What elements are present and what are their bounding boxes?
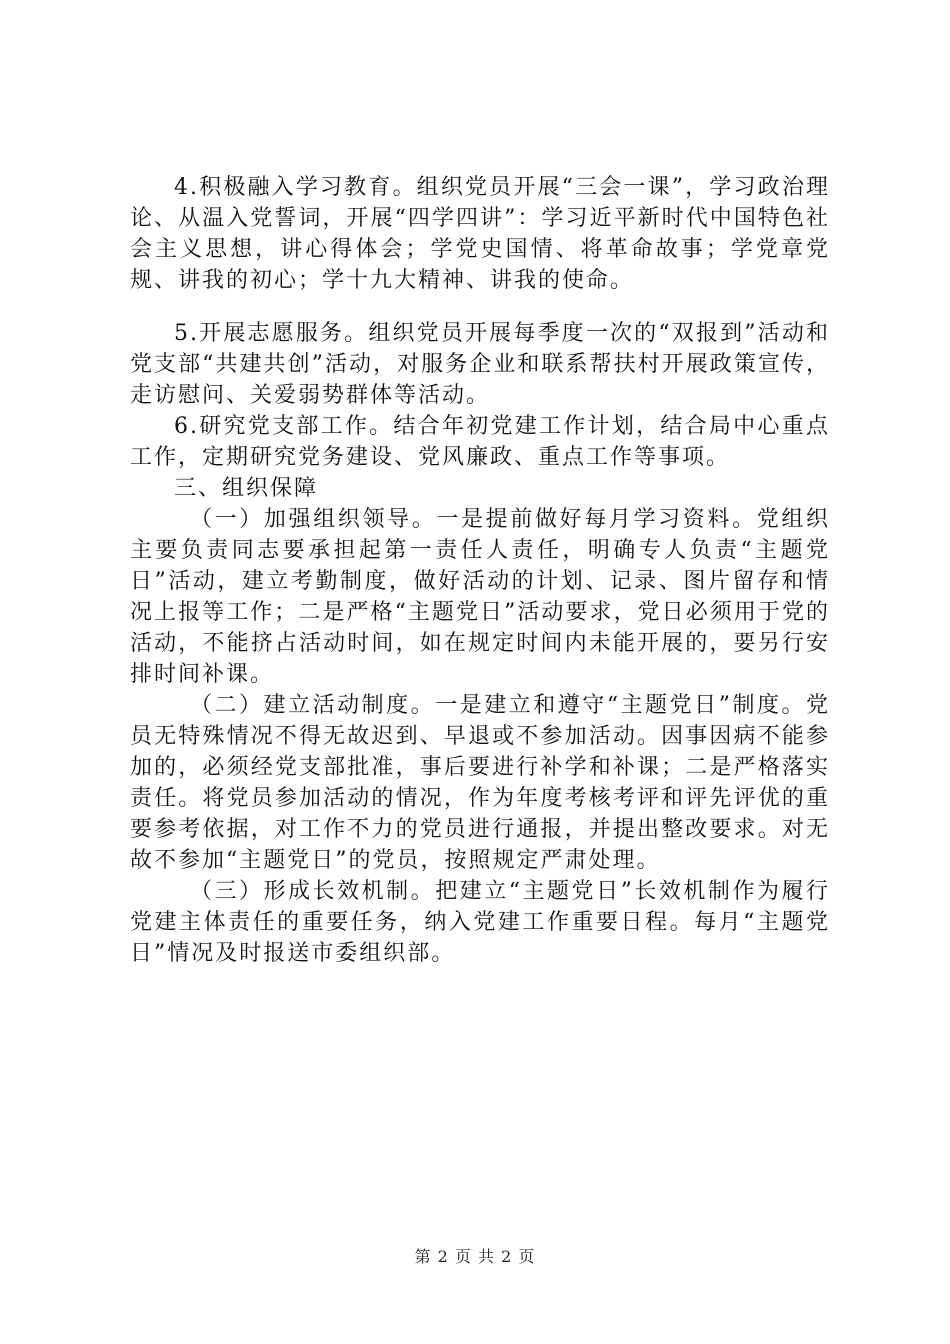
paragraph-item-4: 4.积极融入学习教育。组织党员开展“三会一课”，学习政治理论、从温入党誓词，开展“四学四讲”：学习近平新时代中国特色社会主义思想，讲心得体会；学党史国情、将革命故事；学党章党规、讲我的初心；学十九大精神、讲我的使命。 <box>130 175 830 293</box>
paragraph-subsection-1: （一）加强组织领导。一是提前做好每月学习资料。党组织主要负责同志要承担起第一责任人责任，明确专人负责“主题党日”活动，建立考勤制度，做好活动的计划、记录、图片留存和情况上报等工作；二是严格“主题党日”活动要求，党日必须用于党的活动，不能挤占活动时间，如在规定时间内未能开展的，要另行安排时间补课。 <box>130 507 830 687</box>
section-heading: 三、组织保障 <box>174 476 319 501</box>
page-footer: 第 2 页 共 2 页 <box>414 1247 536 1266</box>
document-body <box>130 172 830 969</box>
paragraph-subsection-3: （三）形成长效机制。把建立“主题党日”长效机制作为履行党建主体责任的重要任务，纳入党建工作重要日程。每月“主题党日”情况及时报送市委组织部。 <box>130 879 830 966</box>
paragraph-item-5: 5.开展志愿服务。组织党员开展每季度一次的“双报到”活动和党支部“共建共创”活动，对服务企业和联系帮扶村开展政策宣传，走访慰问、关爱弱势群体等活动。 <box>130 321 830 408</box>
paragraph-item-6: 6.研究党支部工作。结合年初党建工作计划，结合局中心重点工作，定期研究党务建设、党风廉政、重点工作等事项。 <box>130 414 830 470</box>
paragraph-subsection-2: （二）建立活动制度。一是建立和遵守“主题党日”制度。党员无特殊情况不得无故迟到、早退或不参加活动。因事因病不能参加的，必须经党支部批准，事后要进行补学和补课；二是严格落实责任。将党员参加活动的情况，作为年度考核考评和评先评优的重要参考依据，对工作不力的党员进行通报，并提出整改要求。对无故不参加“主题党日”的党员，按照规定严肃处理。 <box>130 693 830 873</box>
